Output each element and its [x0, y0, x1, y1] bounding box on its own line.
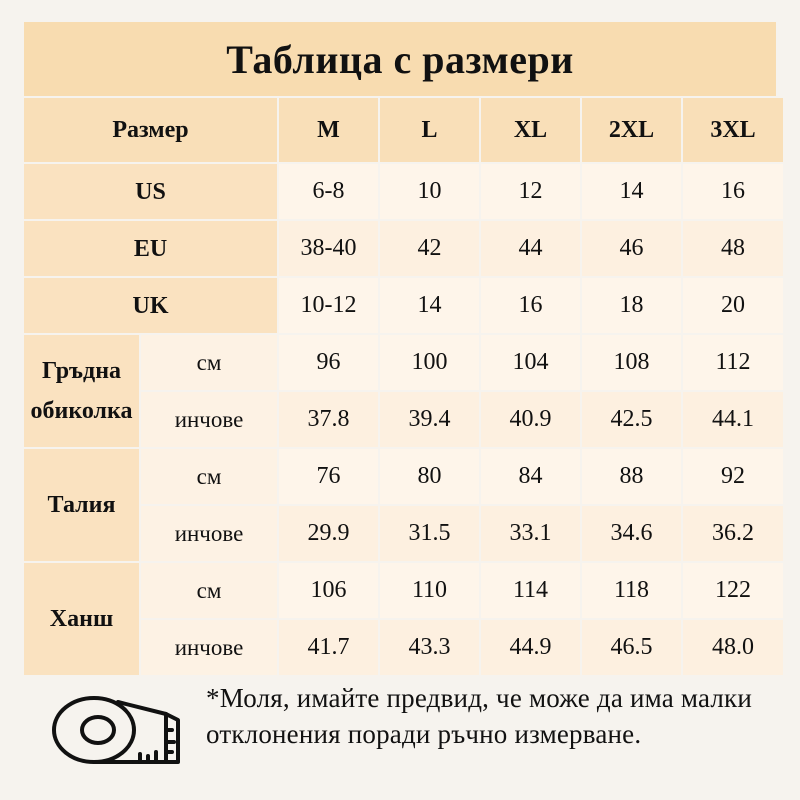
measurement-label-hips: Ханш	[24, 563, 139, 675]
table-cell: 104	[481, 335, 580, 390]
region-label-us: US	[24, 164, 277, 219]
table-cell: 20	[683, 278, 783, 333]
table-cell: 118	[582, 563, 681, 618]
table-cell: 33.1	[481, 506, 580, 561]
table-cell: 38-40	[279, 221, 378, 276]
measurement-label-chest: Гръдна обиколка	[24, 335, 139, 447]
table-cell: 46	[582, 221, 681, 276]
region-label-uk: UK	[24, 278, 277, 333]
table-cell: 46.5	[582, 620, 681, 675]
table-cell: 96	[279, 335, 378, 390]
table-cell: 14	[582, 164, 681, 219]
size-header-2xl: 2XL	[582, 98, 681, 162]
table-cell: 112	[683, 335, 783, 390]
table-cell: 14	[380, 278, 479, 333]
unit-label-cm: см	[141, 449, 277, 504]
table-cell: 48	[683, 221, 783, 276]
table-cell: 80	[380, 449, 479, 504]
table-cell: 34.6	[582, 506, 681, 561]
table-cell: 100	[380, 335, 479, 390]
table-cell: 41.7	[279, 620, 378, 675]
footnote-area	[24, 676, 776, 786]
table-cell: 92	[683, 449, 783, 504]
table-cell: 122	[683, 563, 783, 618]
measurement-label-waist: Талия	[24, 449, 139, 561]
table-cell: 16	[481, 278, 580, 333]
table-cell: 108	[582, 335, 681, 390]
table-cell: 43.3	[380, 620, 479, 675]
table-cell: 29.9	[279, 506, 378, 561]
table-cell: 48.0	[683, 620, 783, 675]
unit-label-cm: см	[141, 335, 277, 390]
table-cell: 76	[279, 449, 378, 504]
size-header-3xl: 3XL	[683, 98, 783, 162]
region-label-eu: EU	[24, 221, 277, 276]
size-header-label: Размер	[24, 98, 277, 162]
page-title: Таблица с размери	[226, 36, 574, 82]
table-cell: 36.2	[683, 506, 783, 561]
table-cell: 18	[582, 278, 681, 333]
table-cell: 88	[582, 449, 681, 504]
size-table	[24, 98, 776, 662]
table-cell: 42.5	[582, 392, 681, 447]
unit-label-inches: инчове	[141, 392, 277, 447]
table-cell: 44.9	[481, 620, 580, 675]
table-cell: 44	[481, 221, 580, 276]
table-cell: 42	[380, 221, 479, 276]
table-cell: 39.4	[380, 392, 479, 447]
table-cell: 12	[481, 164, 580, 219]
table-cell: 84	[481, 449, 580, 504]
unit-label-cm: см	[141, 563, 277, 618]
measuring-tape-icon	[48, 690, 188, 774]
table-cell: 10	[380, 164, 479, 219]
size-header-l: L	[380, 98, 479, 162]
table-cell: 31.5	[380, 506, 479, 561]
table-cell: 10-12	[279, 278, 378, 333]
table-cell: 37.8	[279, 392, 378, 447]
table-cell: 44.1	[683, 392, 783, 447]
unit-label-inches: инчове	[141, 506, 277, 561]
size-header-m: M	[279, 98, 378, 162]
table-cell: 16	[683, 164, 783, 219]
table-cell: 110	[380, 563, 479, 618]
measurement-note: *Моля, имайте предвид, че може да има малки отклонения поради ръчно измерване.	[206, 683, 753, 749]
unit-label-inches: инчове	[141, 620, 277, 675]
size-header-xl: XL	[481, 98, 580, 162]
table-cell: 106	[279, 563, 378, 618]
title-banner	[24, 22, 776, 96]
table-cell: 114	[481, 563, 580, 618]
table-cell: 40.9	[481, 392, 580, 447]
table-cell: 6-8	[279, 164, 378, 219]
